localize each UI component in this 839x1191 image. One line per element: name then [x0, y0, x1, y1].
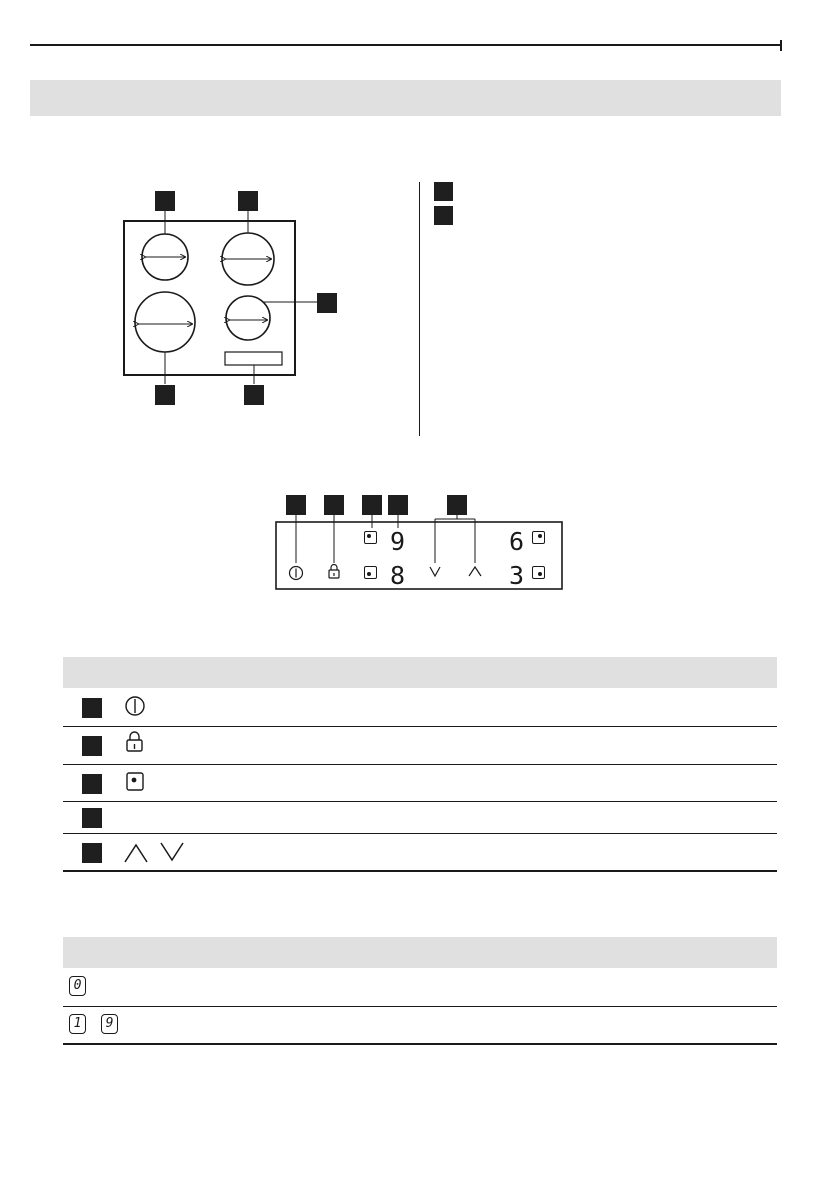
display-symbol-0: 0 [69, 976, 86, 996]
sensor-row-divider [63, 764, 777, 765]
display-symbol-1: 1 [69, 1014, 86, 1034]
display-symbol-9: 9 [101, 1014, 118, 1034]
display-row-divider [63, 1006, 777, 1007]
display-digit-top-left: 9 [390, 527, 406, 556]
sensor-row-divider [63, 801, 777, 802]
chevron-up-icon [125, 845, 147, 862]
display-digit-bottom-left: 8 [390, 561, 406, 590]
display-table-bottom-rule [63, 1043, 777, 1045]
power-icon [126, 697, 144, 715]
sensor-table-bottom-rule [63, 870, 777, 872]
sensor-row-divider [63, 833, 777, 834]
display-digit-top-right: 6 [509, 527, 525, 556]
display-table-header [63, 937, 777, 968]
zone-indicator-icon [127, 773, 143, 790]
display-digit-bottom-right: 3 [509, 561, 525, 590]
chevron-down-icon [161, 843, 183, 860]
lock-icon [127, 732, 142, 751]
sensor-row-divider [63, 726, 777, 727]
